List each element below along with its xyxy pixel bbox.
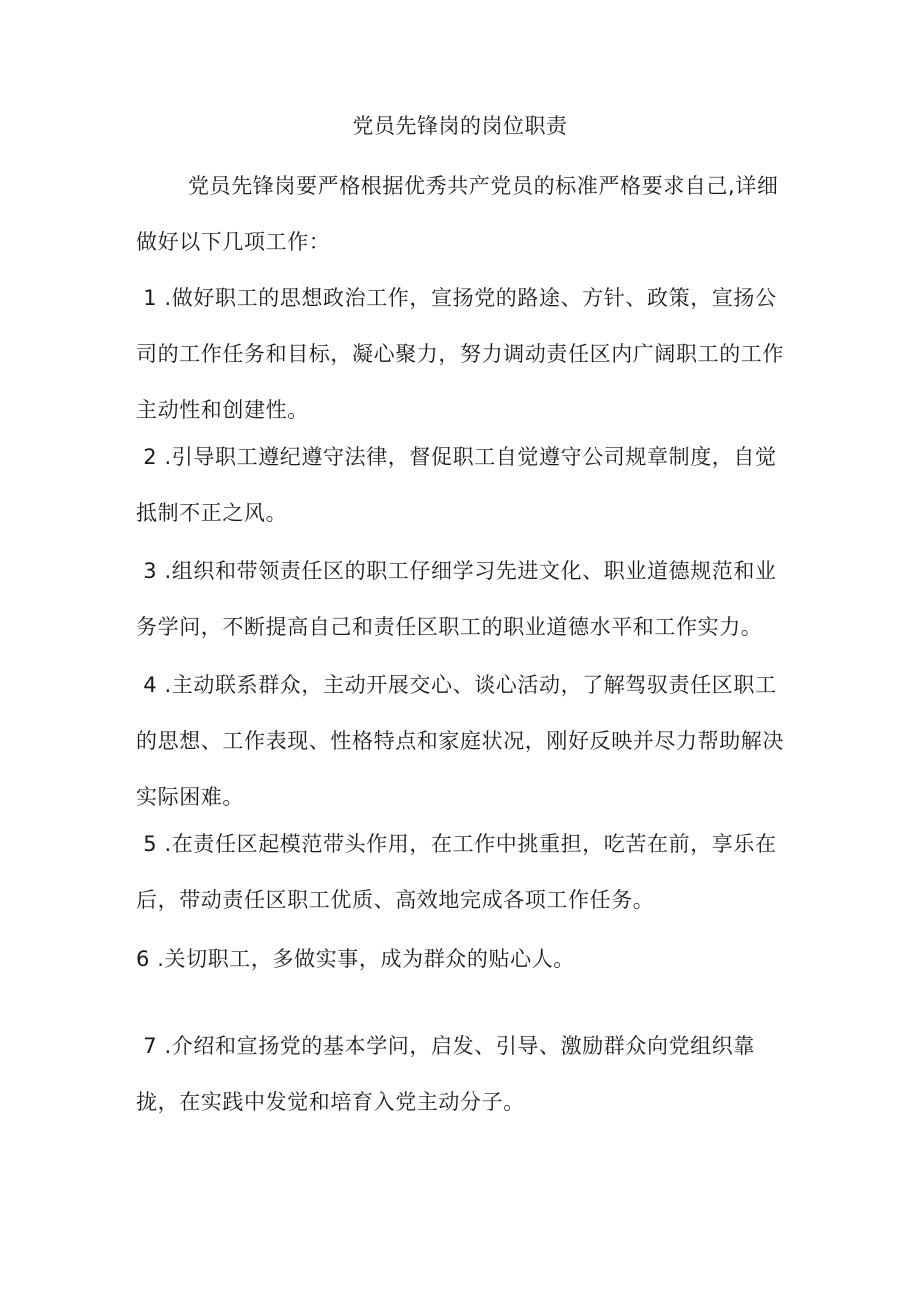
duty-item-1: 1 .做好职工的思想政治工作，宣扬党的路途、方针、政策，宣扬公司的工作任务和目标，凝心聚力，努力调动责任区内广阔职工的工作主动性和创建性。	[136, 286, 784, 422]
duty-item-6: 6 .关切职工，多做实事，成为群众的贴心人。	[136, 947, 575, 971]
document-title: 党员先锋岗的岗位职责	[352, 114, 568, 138]
duty-item-2: 2 .引导职工遵纪遵守法律，督促职工自觉遵守公司规章制度，自觉抵制不正之风。	[136, 445, 777, 525]
duty-item-7: 7 .介绍和宣扬党的基本学问，启发、引导、激励群众向党组织靠拢，在实践中发觉和培育入党主动分子。	[136, 1034, 755, 1114]
intro-paragraph: 党员先锋岗要严格根据优秀共产党员的标准严格要求自己,详细做好以下几项工作：	[136, 174, 779, 254]
duty-item-5: 5 .在责任区起模范带头作用，在工作中挑重担，吃苦在前，享乐在后，带动责任区职工优质、高效地完成各项工作任务。	[136, 832, 777, 912]
duty-item-3: 3 .组织和带领责任区的职工仔细学习先进文化、职业道德规范和业务学问，不断提高自己和责任区职工的职业道德水平和工作实力。	[136, 559, 777, 639]
duty-item-4: 4 .主动联系群众，主动开展交心、谈心活动，了解驾驭责任区职工的思想、工作表现、性格特点和家庭状况，刚好反映并尽力帮助解决实际困难。	[136, 673, 784, 809]
